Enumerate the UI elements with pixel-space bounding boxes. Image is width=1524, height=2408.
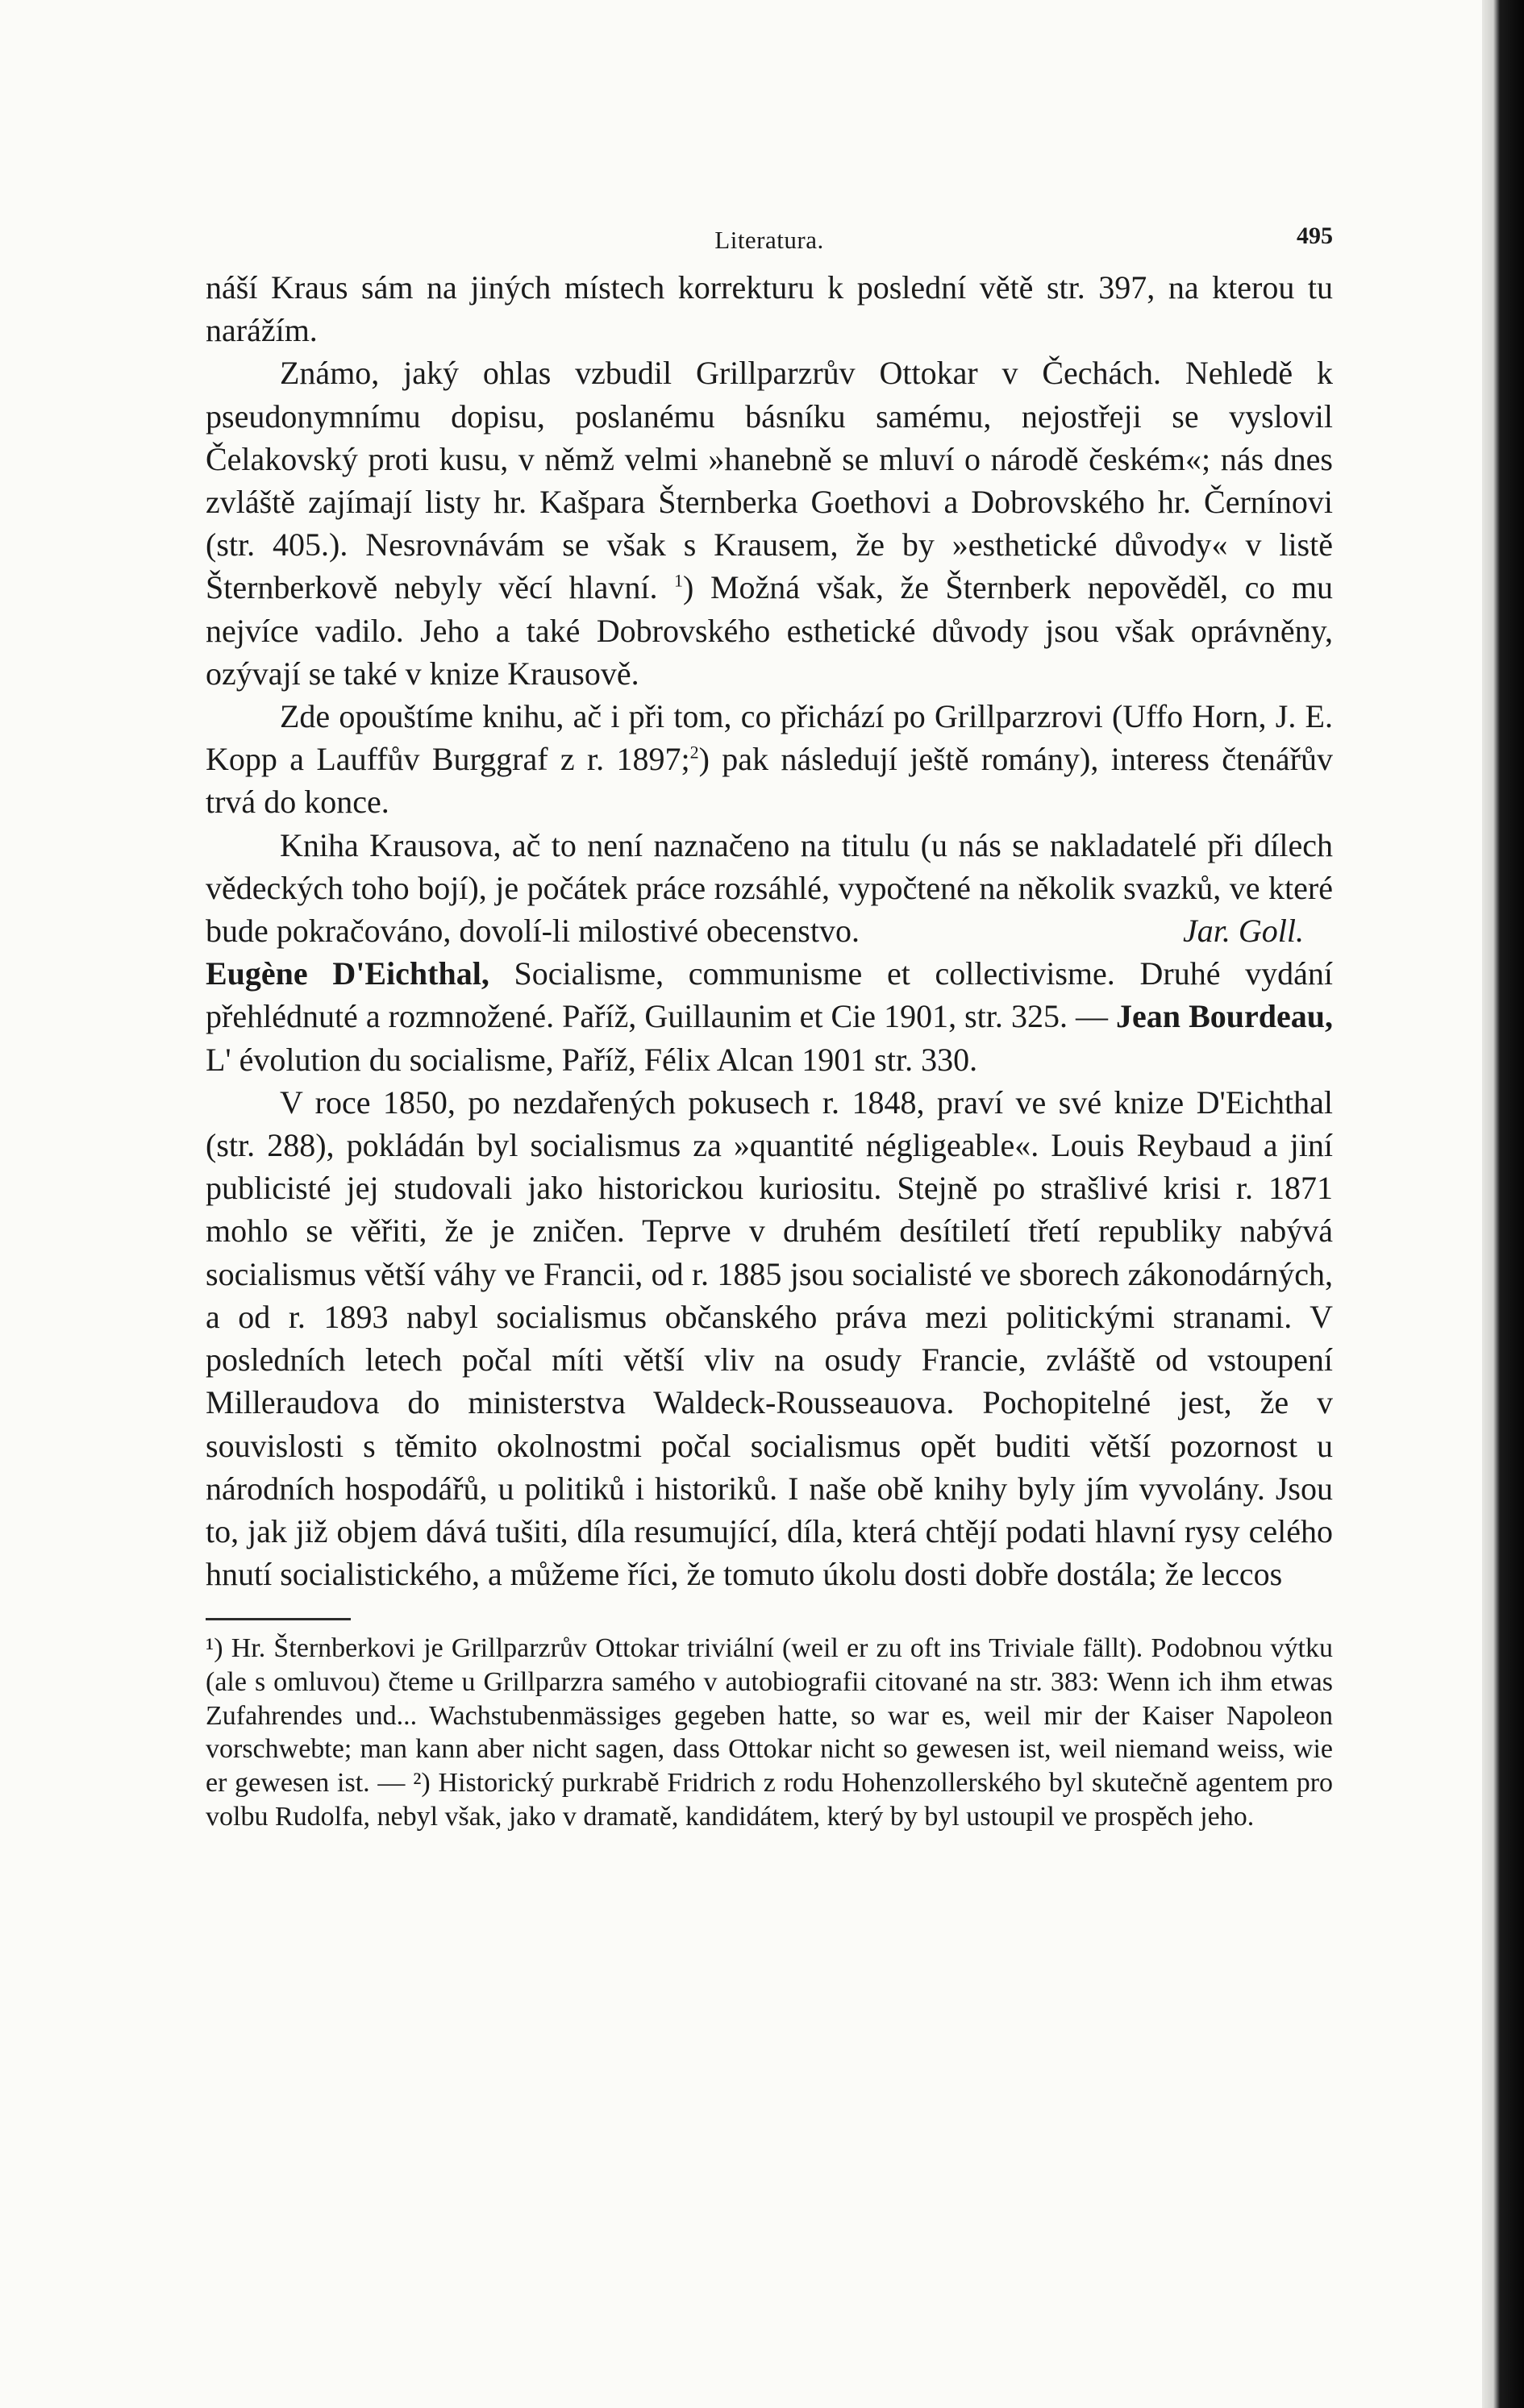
footnote-1-mark: ¹) xyxy=(206,1633,223,1664)
review-author-1: Eugène D'Eichthal, xyxy=(206,955,489,992)
page-edge-shadow xyxy=(1482,0,1524,2408)
paragraph-grillparzer-text: Zde opouštíme knihu, ač i při tom, co přichází po Grillparzrovi (Uffo Horn, J. E. Kopp a Lauffův Burggraf z r. 1897; xyxy=(206,698,1333,778)
paragraph-ottokar-text: Známo, jaký ohlas vzbudil Grillparzrův Ottokar v Čechách. Nehledě k pseudonymnímu dopisu, poslanému básníku samému, nejostřeji se vyslovil Čelakovský proti kusu, v němž velmi »hanebně se mluví o národě českém«; nás dnes zvláště zajímají listy hr. Kašpara Šternberka Goethovi a Dobrovského hr. Černínovi (str. 405.). Nesrovnávám se však s Krausem, že by »esthetické důvody« v listě Šternberkově nebyly věcí hlavní. xyxy=(206,355,1333,606)
paragraph-continuation: náší Kraus sám na jiných místech korrekturu k poslední větě str. 397, na kterou tu narážím. xyxy=(206,269,1333,349)
review-title-2: L' évolution du socialisme, Paříž, Félix Alcan 1901 str. 330. xyxy=(206,1041,978,1078)
running-title: Literatura. xyxy=(714,226,824,254)
review-title-1: Socialisme, communisme et collectivisme. Druhé vydání přehlédnuté a rozmnožené. Paříž, Guillaunim et Cie 1901, str. 325. — xyxy=(206,955,1334,1035)
footnote-text xyxy=(206,1632,1333,1833)
article-text xyxy=(206,266,1333,1595)
footnote-2-mark: ²) xyxy=(413,1768,431,1799)
page-number: 495 xyxy=(1297,223,1333,249)
footnote-2-text: Historický purkrabě Fridrich z rodu Hohenzollerského byl skutečně agentem pro volbu Rudolfa, nebyl však, jako v dramatě, kandidátem, který by byl ustoupil ve prospěch jeho. xyxy=(206,1768,1334,1832)
paragraph-ottokar-cont: Možná však, že Šternberk nepověděl, co mu nejvíce vadilo. Jeho a také Dobrovského esthetické důvody jsou však oprávněny, ozývají se také v knize Krausově. xyxy=(206,569,1334,692)
footnotes xyxy=(206,1632,1333,1833)
footnote-divider xyxy=(206,1618,351,1620)
paragraph-ottokar: Známo, jaký ohlas vzbudil Grillparzrův Ottokar v Čechách. Nehledě k pseudonymnímu dopisu, poslanému básníku samému, nejostřeji se vyslovil Čelakovský proti kusu, v němž velmi »hanebně se mluví o národě českém«; nás dnes zvláště zajímají listy hr. Kašpara Šternberka Goethovi a Dobrovského hr. Černínovi (str. 405.). Nesrovnávám se však s Krausem, že by »esthetické důvody« v listě Šternberkově nebyly věcí hlavní. $^1$) Možná však, že Šternberk nepověděl, co mu nejvíce vadilo. Jeho a také Dobrovského esthetické důvody jsou však oprávněny, ozývají se také v knize Krausově. xyxy=(206,355,1334,692)
signature: Jar. Goll. xyxy=(1183,913,1304,950)
paragraph-grillparzer: Zde opouštíme knihu, ač i při tom, co přichází po Grillparzrovi (Uffo Horn, J. E. Kopp a Lauffův Burggraf z r. 1897;$^2$) pak následují ještě romány), interess čtenářův trvá do konce. xyxy=(206,698,1333,821)
page-content xyxy=(206,218,1333,1834)
paragraph-kniha: Kniha Krausova, ač to není naznačeno na titulu (u nás se nakladatelé při dílech vědeckých toho bojí), je počátek práce rozsáhlé, vypočtené na několik svazků, ve které bude pokračováno, dovolí-li milostivé obecenstvo. xyxy=(206,826,1333,950)
paragraph-grillparzer-cont: pak následují ještě romány), interess čtenářův trvá do konce. xyxy=(206,741,1333,821)
footnote-ref-1: 1 xyxy=(674,571,684,592)
footnote-1-text: Hr. Šternberkovi je Grillparzrův Ottokar triviální (weil er zu oft ins Triviale fällt). Podobnou výtku (ale s omluvou) čteme u Grillparzra samého v autobiografii citované na str. 383: Wenn ich ihm etwas Zufahrendes und... Wachstubenmässiges gegeben hatte, so war es, weil mir der Kaiser Napoleon vorschwebte; man kann aber nicht sagen, dass Ottokar nicht so gewesen ist, weil niemand weiss, wie er gewesen ist. — xyxy=(206,1633,1333,1799)
review-author-2: Jean Bourdeau, xyxy=(1116,998,1333,1035)
review-heading xyxy=(206,952,1333,1081)
footnote-ref-2: 2 xyxy=(689,742,699,763)
review-body: V roce 1850, po nezdařených pokusech r. 1848, praví ve své knize D'Eichthal (str. 288), pokládán byl socialismus za »quantité négligeable«. Louis Reybaud a jiní publicisté jej studovali jako historickou kuriositu. Stejně po strašlivé krisi r. 1871 mohlo se věřiti, že je zničen. Teprve v druhém desítiletí třetí republiky nabývá socialismus větší váhy ve Francii, od r. 1885 jsou socialisté ve sborech zákonodárných, a od r. 1893 nabyl socialismus občanského práva mezi politickými stranami. V posledních letech počal míti větší vliv na osudy Francie, zvláště od vstoupení Milleraudova do ministerstva Waldeck-Rousseauova. Pochopitelné jest, že v souvislosti s těmito okolnostmi počal socialismus opět buditi větší pozornost u národních hospodářů, u politiků i historiků. I naše obě knihy byly jím vyvolány. Jsou to, jak již objem dává tušiti, díla resumující, díla, která chtějí podati hlavní rysy celého hnutí socialistického, a můžeme říci, že tomuto úkolu dosti dobře dostála; že leccos xyxy=(206,1083,1333,1593)
running-header xyxy=(206,218,1333,266)
